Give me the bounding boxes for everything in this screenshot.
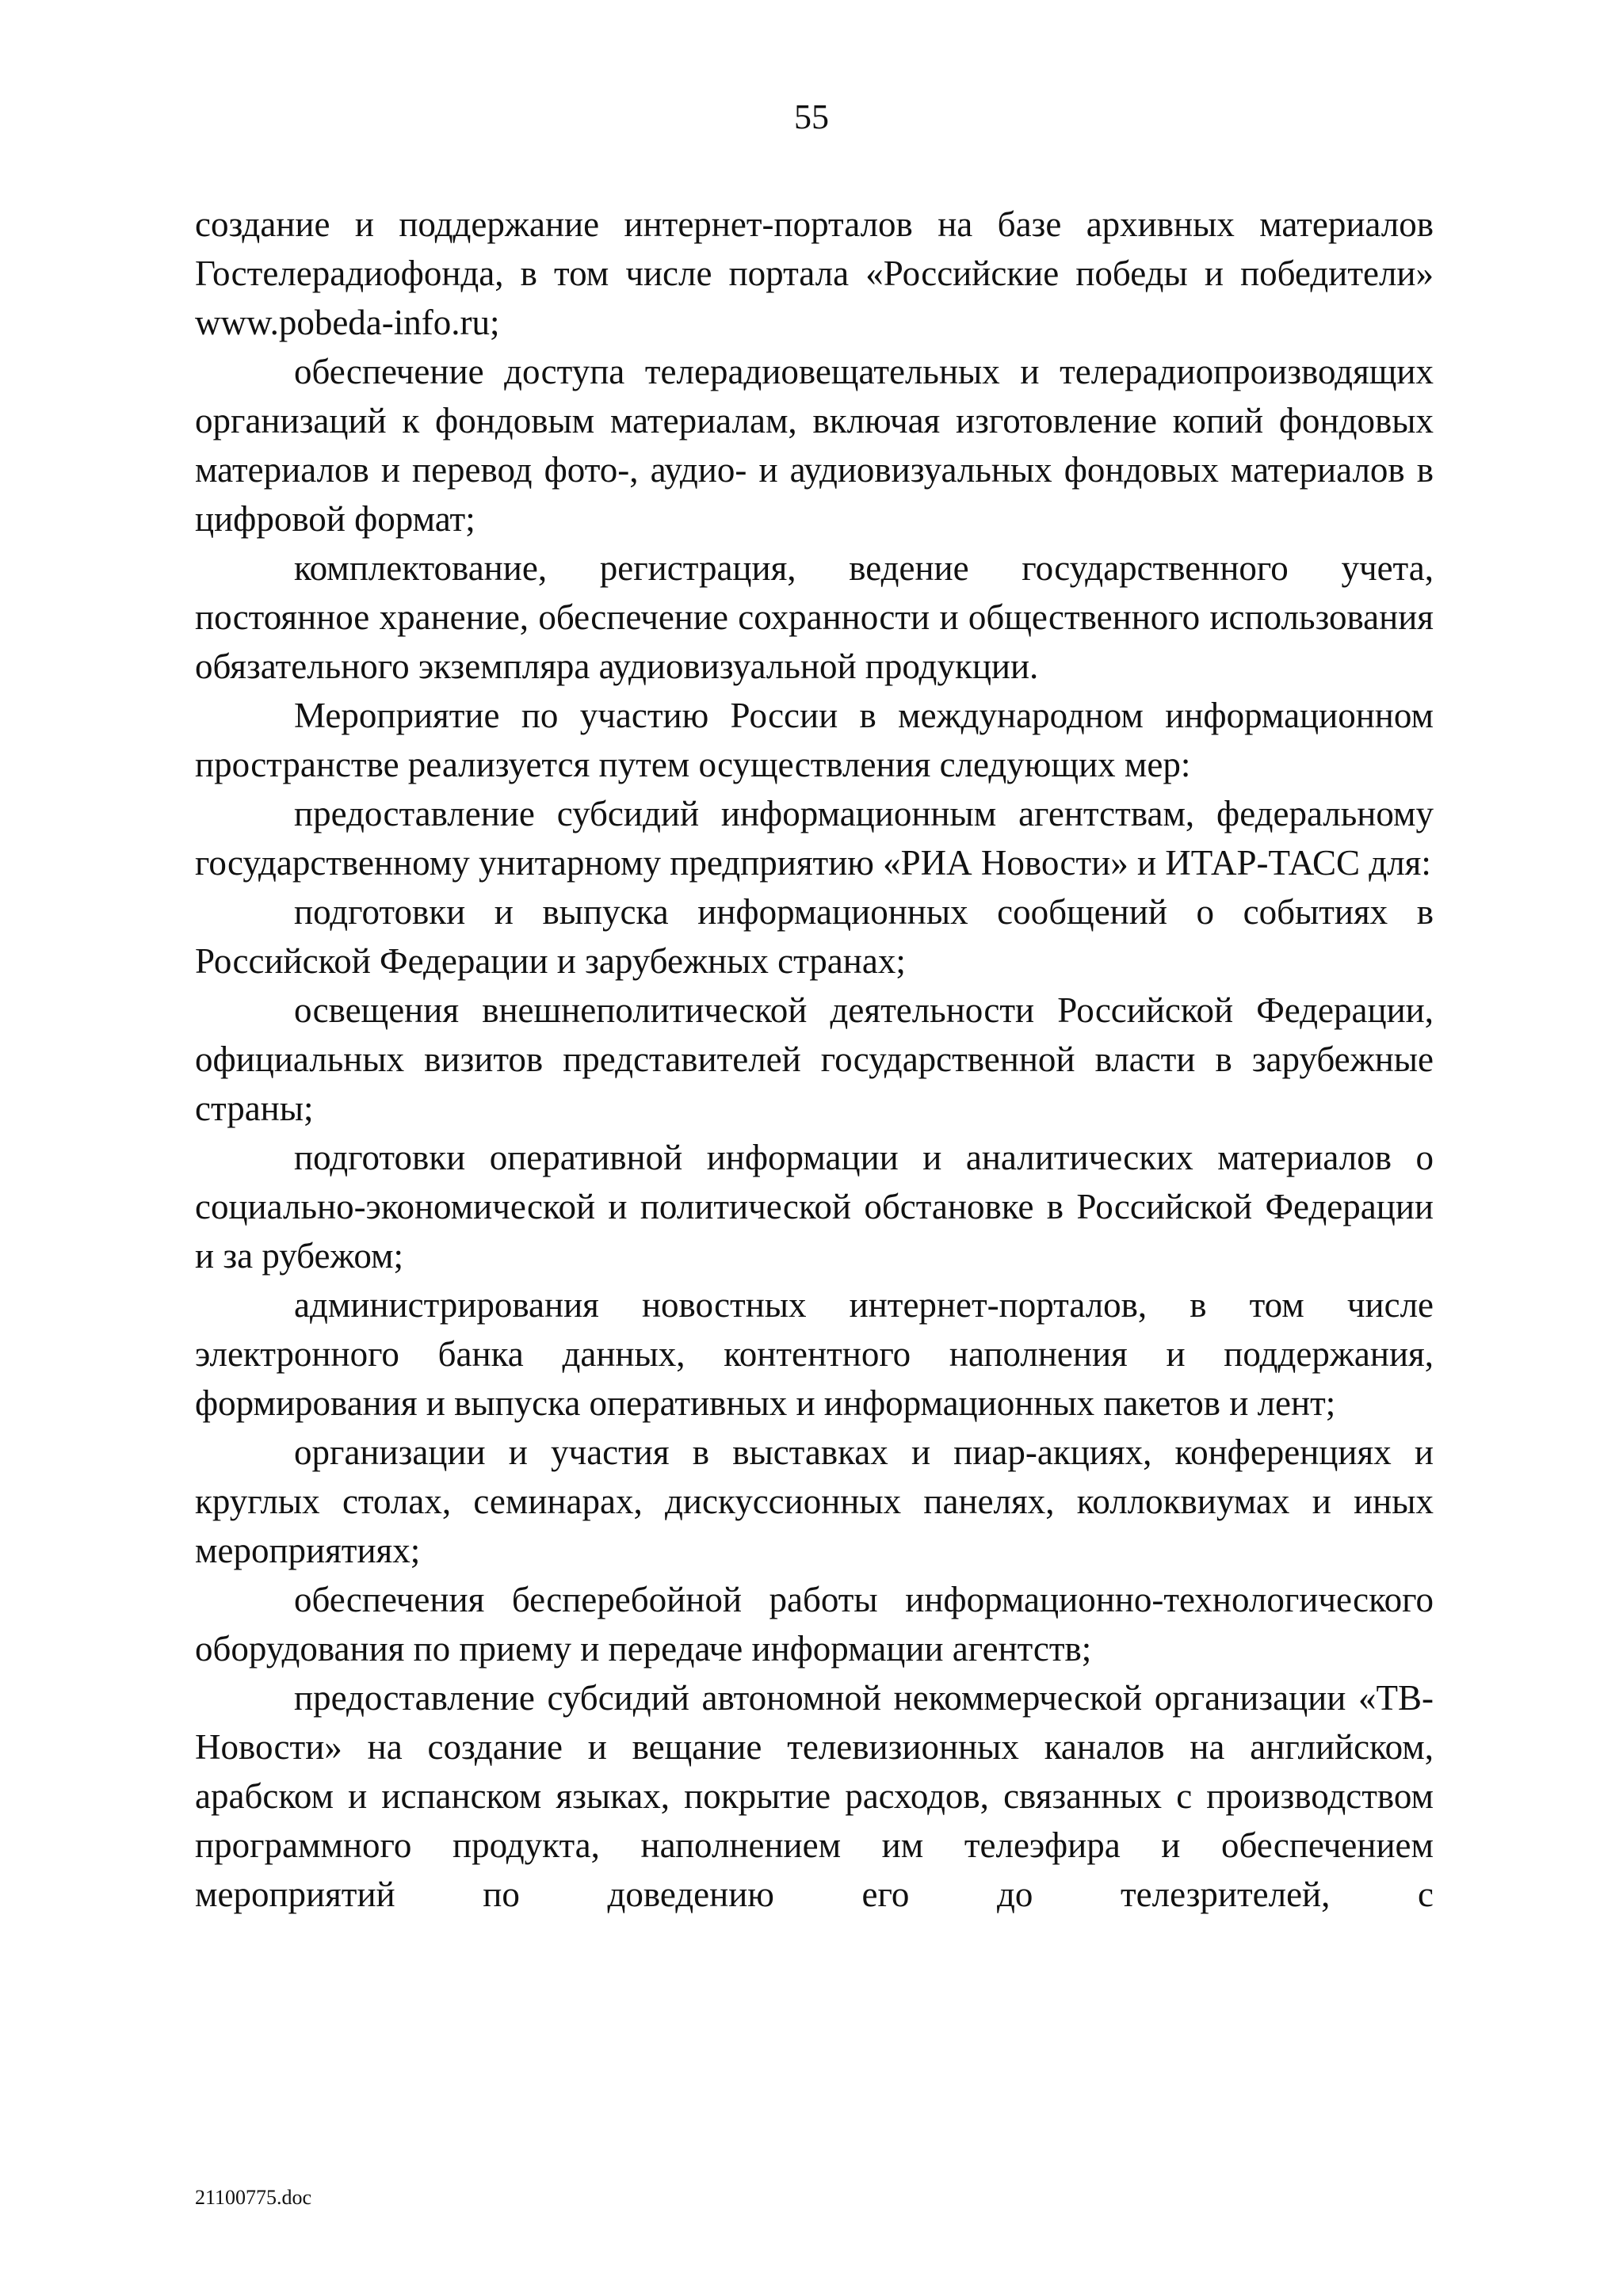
paragraph: комплектование, регистрация, ведение государственного учета, постоянное хранение, обеспечение сохранности и общественного использования обязательного экземпляра аудиовизуальной продукции. (195, 548, 1434, 686)
page-number: 55 (794, 97, 829, 136)
paragraph: Мероприятие по участию России в международном информационном пространстве реализуется путем осуществления следующих мер: (195, 696, 1434, 784)
paragraph: освещения внешнеполитической деятельности Российской Федерации, официальных визитов представителей государственной власти в зарубежные страны; (195, 990, 1434, 1128)
paragraph: администрирования новостных интернет-порталов, в том числе электронного банка данных, контентного наполнения и поддержания, формирования и выпуска оперативных и информационных пакетов и лент; (195, 1285, 1434, 1423)
paragraph: организации и участия в выставках и пиар-акциях, конференциях и круглых столах, семинарах, дискуссионных панелях, коллоквиумах и иных мероприятиях; (195, 1432, 1434, 1570)
paragraph: предоставление субсидий информационным агентствам, федеральному государственному унитарному предприятию «РИА Новости» и ИТАР-ТАСС для: (195, 794, 1434, 883)
footer-file-name: 21100775.doc (195, 2186, 312, 2209)
paragraph: предоставление субсидий автономной некоммерческой организации «ТВ-Новости» на создание и вещание телевизионных каналов на английском, арабском и испанском языках, покрытие расходов, связанных с производством программного продукта, наполнением им телеэфира и обеспечением мероприятий по доведению его до телезрителей, с (195, 1678, 1434, 1914)
paragraph: создание и поддержание интернет-порталов на базе архивных материалов Гостелерадиофонда, в том числе портала «Российские победы и победители» www.pobeda-info.ru; (195, 204, 1434, 342)
paragraph: подготовки и выпуска информационных сообщений о событиях в Российской Федерации и зарубежных странах; (195, 892, 1434, 981)
paragraph: обеспечение доступа телерадиовещательных и телерадиопроизводящих организаций к фондовым материалам, включая изготовление копий фондовых материалов и перевод фото-, аудио- и аудиовизуальных фондовых материалов в цифровой формат; (195, 352, 1434, 539)
document-body (195, 200, 1434, 1919)
paragraph: обеспечения бесперебойной работы информационно-технологического оборудования по приему и передаче информации агентств; (195, 1580, 1434, 1669)
paragraph: подготовки оперативной информации и аналитических материалов о социально-экономической и политической обстановке в Российской Федерации и за рубежом; (195, 1138, 1434, 1276)
